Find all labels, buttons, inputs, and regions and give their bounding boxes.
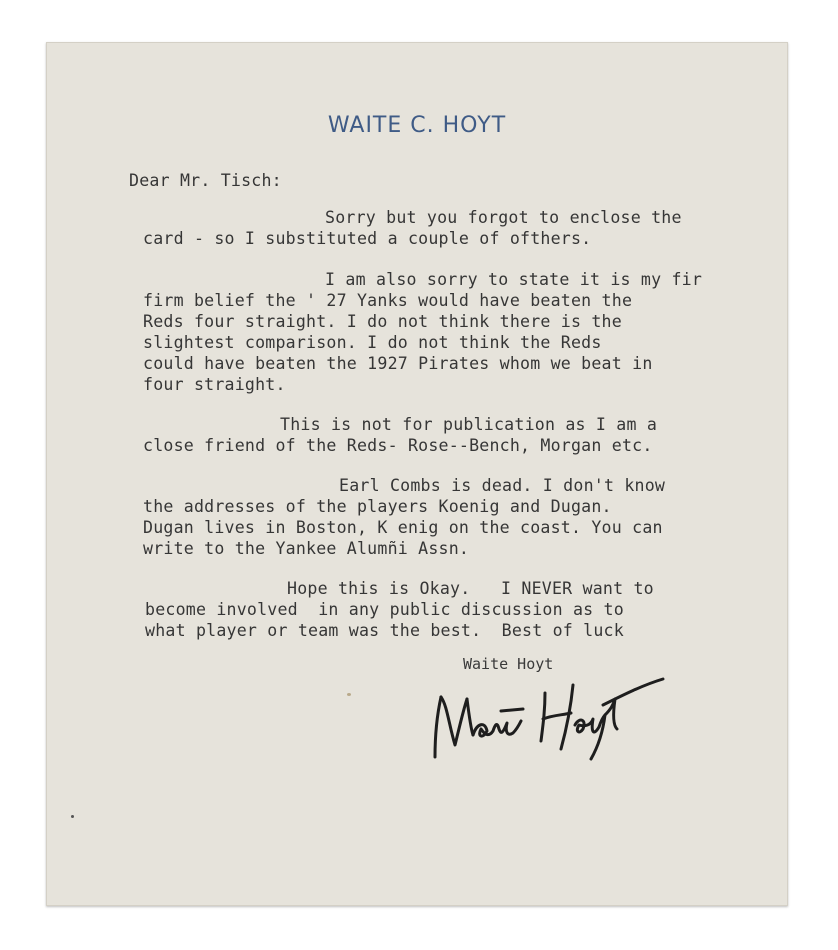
paragraph-4-line-2: the addresses of the players Koenig and Dugan.	[143, 497, 612, 516]
paragraph-5-line-3: what player or team was the best. Best of luck	[145, 621, 624, 640]
paragraph-2-line-6: four straight.	[143, 375, 286, 394]
paper-spot	[347, 693, 351, 696]
paragraph-5-line-1: Hope this is Okay. I NEVER want to	[287, 579, 654, 598]
paper-spot	[71, 815, 74, 818]
letterhead: WAITE C. HOYT	[327, 113, 507, 138]
paragraph-5-line-2: become involved in any public discussion as to	[145, 600, 624, 619]
paragraph-2-line-2: firm belief the ' 27 Yanks would have beaten the	[143, 291, 633, 310]
paragraph-2-line-5: could have beaten the 1927 Pirates whom we beat in	[143, 354, 653, 373]
paragraph-1-line-1: Sorry but you forgot to enclose the	[325, 208, 682, 227]
handwritten-signature	[427, 675, 667, 765]
paragraph-2-line-4: slightest comparison. I do not think the Reds	[143, 333, 602, 352]
letter-sheet	[46, 42, 788, 906]
paragraph-1-line-2: card - so I substituted a couple of ofthers.	[143, 229, 592, 248]
paragraph-3-line-1: This is not for publication as I am a	[280, 415, 658, 434]
paragraph-2-line-3: Reds four straight. I do not think there is the	[143, 312, 622, 331]
closing-name: Waite Hoyt	[463, 655, 554, 673]
paragraph-4-line-1: Earl Combs is dead. I don't know	[339, 476, 666, 495]
paragraph-3-line-2: close friend of the Reds- Rose--Bench, Morgan etc.	[143, 436, 653, 455]
paragraph-4-line-4: write to the Yankee Alumñi Assn.	[143, 539, 470, 558]
paragraph-2-line-1: I am also sorry to state it is my fir	[325, 270, 703, 289]
salutation: Dear Mr. Tisch:	[129, 171, 282, 190]
paragraph-4-line-3: Dugan lives in Boston, K enig on the coast. You can	[143, 518, 663, 537]
